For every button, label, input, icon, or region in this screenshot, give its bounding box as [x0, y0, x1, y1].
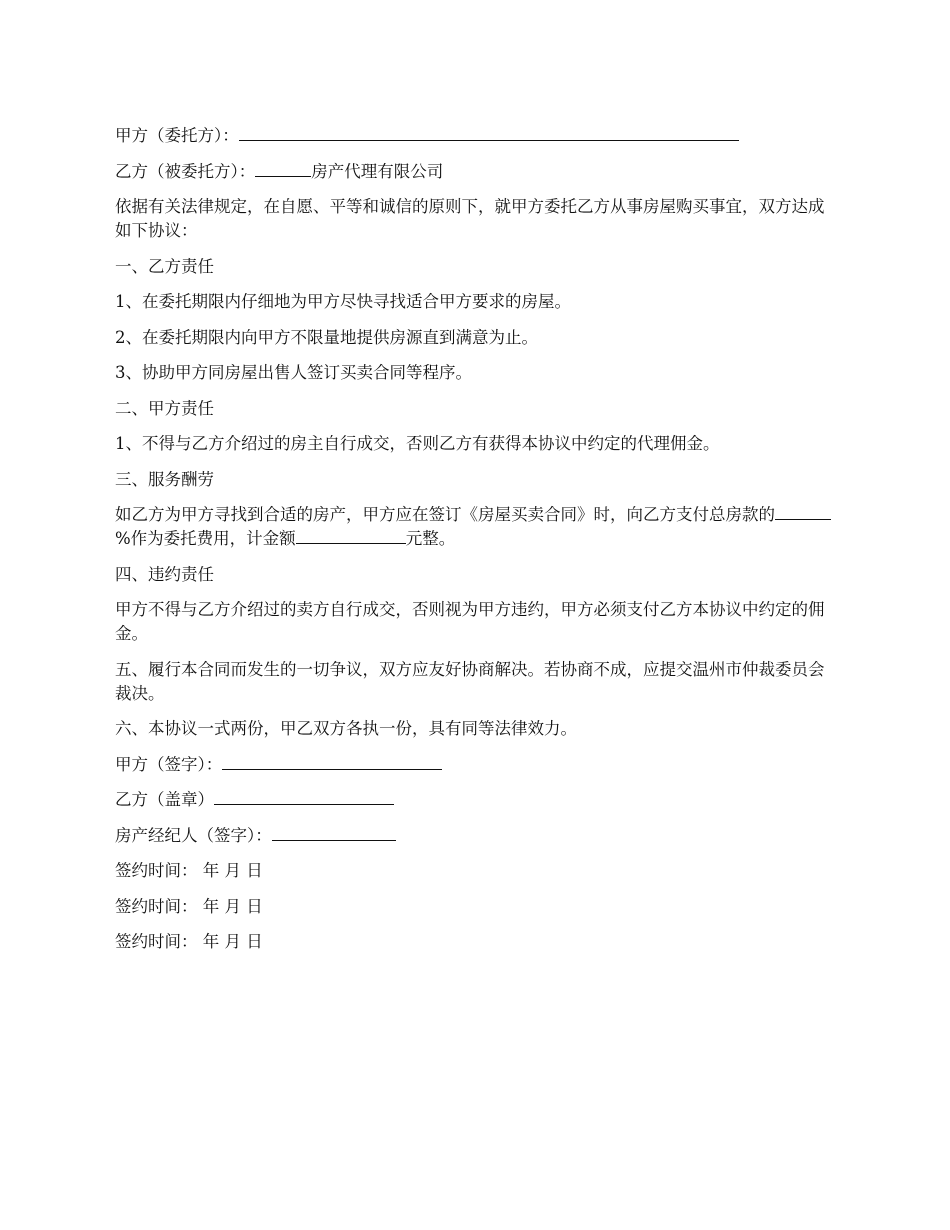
section-2-title: 二、甲方责任 [115, 398, 214, 418]
sign-party-a-blank [222, 753, 442, 770]
sign-party-b-label: 乙方（盖章） [115, 790, 214, 809]
section-4-title: 四、违约责任 [115, 564, 214, 584]
sign-party-b-blank [214, 788, 394, 805]
sign-agent [115, 824, 840, 848]
sign-party-a-label: 甲方（签字）： [115, 754, 223, 774]
party-a-blank [239, 124, 739, 141]
section-2-item-1: 1、不得与乙方介绍过的房主自行成交，否则乙方有获得本协议中约定的代理佣金。 [115, 434, 720, 453]
section-1-item-1: 1、在委托期限内仔细地为甲方尽快寻找适合甲方要求的房屋。 [115, 292, 571, 311]
party-a-label: 甲方（委托方）： [115, 126, 239, 145]
sign-agent-label: 房产经纪人（签字）： [115, 825, 272, 845]
sign-party-a [115, 753, 840, 777]
section-3-text-a: 如乙方为甲方寻找到合适的房产，甲方应在签订《房屋买卖合同》时，向乙方支付总房款的 [115, 505, 775, 524]
section-3-text [115, 503, 840, 551]
section-3-text-c: 元整。 [405, 529, 456, 548]
percent-blank [775, 503, 831, 520]
section-5-text: 五、履行本合同而发生的一切争议，双方应友好协商解决。若协商不成，应提交温州市仲裁委员会裁决。 [115, 659, 825, 703]
section-3-title: 三、服务酬劳 [115, 469, 214, 489]
party-b-company: 房产代理有限公司 [311, 161, 444, 181]
party-b-label: 乙方（被委托方）： [115, 161, 256, 181]
sign-time-2: 签约时间： 年 月 日 [115, 896, 263, 916]
party-a-line [115, 124, 840, 148]
sign-party-b [115, 788, 840, 812]
section-1-title: 一、乙方责任 [115, 256, 214, 276]
party-b-blank [255, 160, 311, 177]
preamble: 依据有关法律规定，在自愿、平等和诚信的原则下，就甲方委托乙方从事房屋购买事宜，双方达成如下协议： [115, 197, 825, 240]
sign-time-3: 签约时间： 年 月 日 [115, 932, 263, 951]
section-3-text-b: %作为委托费用，计金额 [115, 529, 296, 548]
sign-agent-blank [272, 824, 396, 841]
section-6-text: 六、本协议一式两份，甲乙双方各执一份，具有同等法律效力。 [115, 719, 577, 738]
sign-time-1: 签约时间： 年 月 日 [115, 861, 263, 880]
section-1-item-3: 3、协助甲方同房屋出售人签订买卖合同等程序。 [115, 363, 472, 382]
party-b-line [115, 160, 840, 184]
contract-document [115, 124, 840, 966]
section-1-item-2: 2、在委托期限内向甲方不限量地提供房源直到满意为止。 [115, 327, 538, 347]
amount-blank [296, 527, 406, 544]
section-4-text: 甲方不得与乙方介绍过的卖方自行成交，否则视为甲方违约，甲方必须支付乙方本协议中约定的佣金。 [115, 600, 825, 643]
